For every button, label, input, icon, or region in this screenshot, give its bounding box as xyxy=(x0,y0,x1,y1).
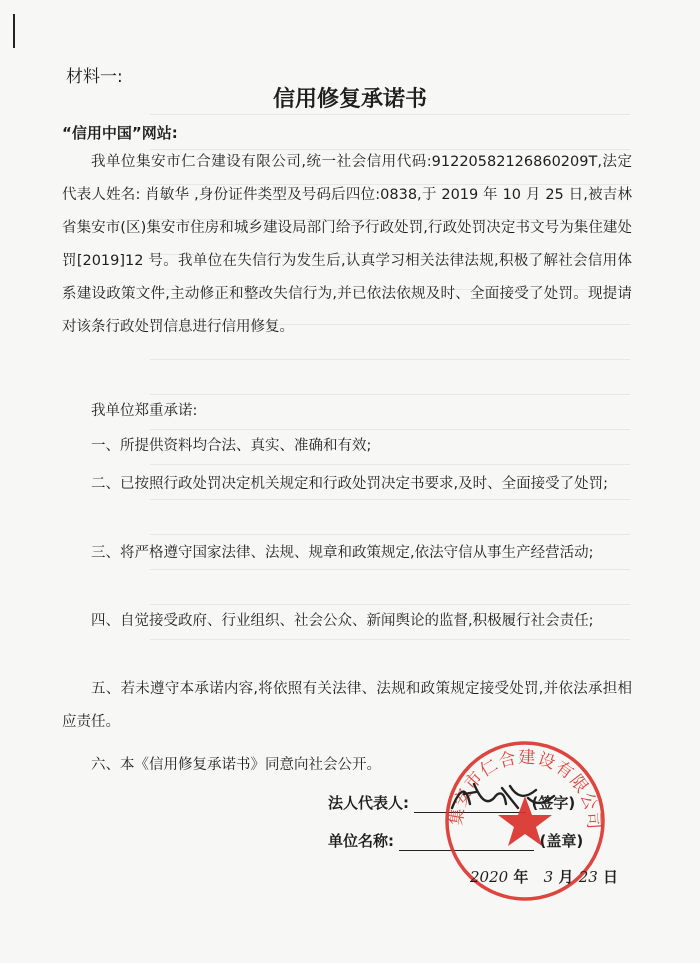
pledge-item-2: 二、已按照行政处罚决定机关规定和行政处罚决定书要求,及时、全面接受了处罚; xyxy=(91,476,608,492)
pledge-item-4: 四、自觉接受政府、行业组织、社会公众、新闻舆论的监督,积极履行社会责任; xyxy=(91,613,594,629)
date-month: 3 xyxy=(543,868,554,886)
date-month-suffix: 月 xyxy=(558,868,574,886)
pledge-item-5: 五、若未遵守本承诺内容,将依照有关法律、法规和政策规定接受处罚,并依法承担相应责任。 xyxy=(62,681,632,730)
pledge-intro: 我单位郑重承诺: xyxy=(91,403,198,419)
legal-rep-handwritten-signature xyxy=(446,778,566,820)
page-title: 信用修复承诺书 xyxy=(272,87,427,112)
intro-paragraph: 我单位集安市仁合建设有限公司,统一社会信用代码:91220582126860209T,法定代表人姓名: 肖敏华 ,身份证件类型及号码后四位:0838,于 2019 年 10 月 25 日,被吉林省集安市(区)集安市住房和城乡建设局部门给予行政处罚,行政处罚决定书文号为集住建处罚[2019]12 号。我单位在失信行为发生后,认真学习相关法律法规,积极了解社会信用体系建设政策文件,主动修正和整改失信行为,并已依法依规及时、全面接受了处罚。现提请对该条行政处罚信息进行信用修复。 xyxy=(62,154,632,335)
pledge-item-6: 六、本《信用修复承诺书》同意向社会公开。 xyxy=(91,757,381,773)
pledge-item-3: 三、将严格遵守国家法律、法规、规章和政策规定,依法守信从事生产经营活动; xyxy=(91,545,594,561)
material-label: 材料一: xyxy=(66,67,123,87)
unit-label: 单位名称: xyxy=(328,832,394,850)
pledge-item-1: 一、所提供资料均合法、真实、准确和有效; xyxy=(91,438,372,454)
site-label: “信用中国”网站: xyxy=(62,124,178,142)
date-year-suffix: 年 xyxy=(513,868,529,886)
date-day-suffix: 日 xyxy=(603,868,619,886)
scan-edge-mark xyxy=(13,14,15,48)
date-year: 2020 xyxy=(470,868,509,886)
seal-text: 集安市仁合建设有限公司 xyxy=(446,747,604,832)
legal-rep-note: (签字) xyxy=(531,794,576,812)
unit-note: (盖章) xyxy=(539,832,584,850)
legal-rep-label: 法人代表人: xyxy=(328,794,409,812)
date-day: 23 xyxy=(578,868,598,886)
signing-date xyxy=(470,866,618,887)
